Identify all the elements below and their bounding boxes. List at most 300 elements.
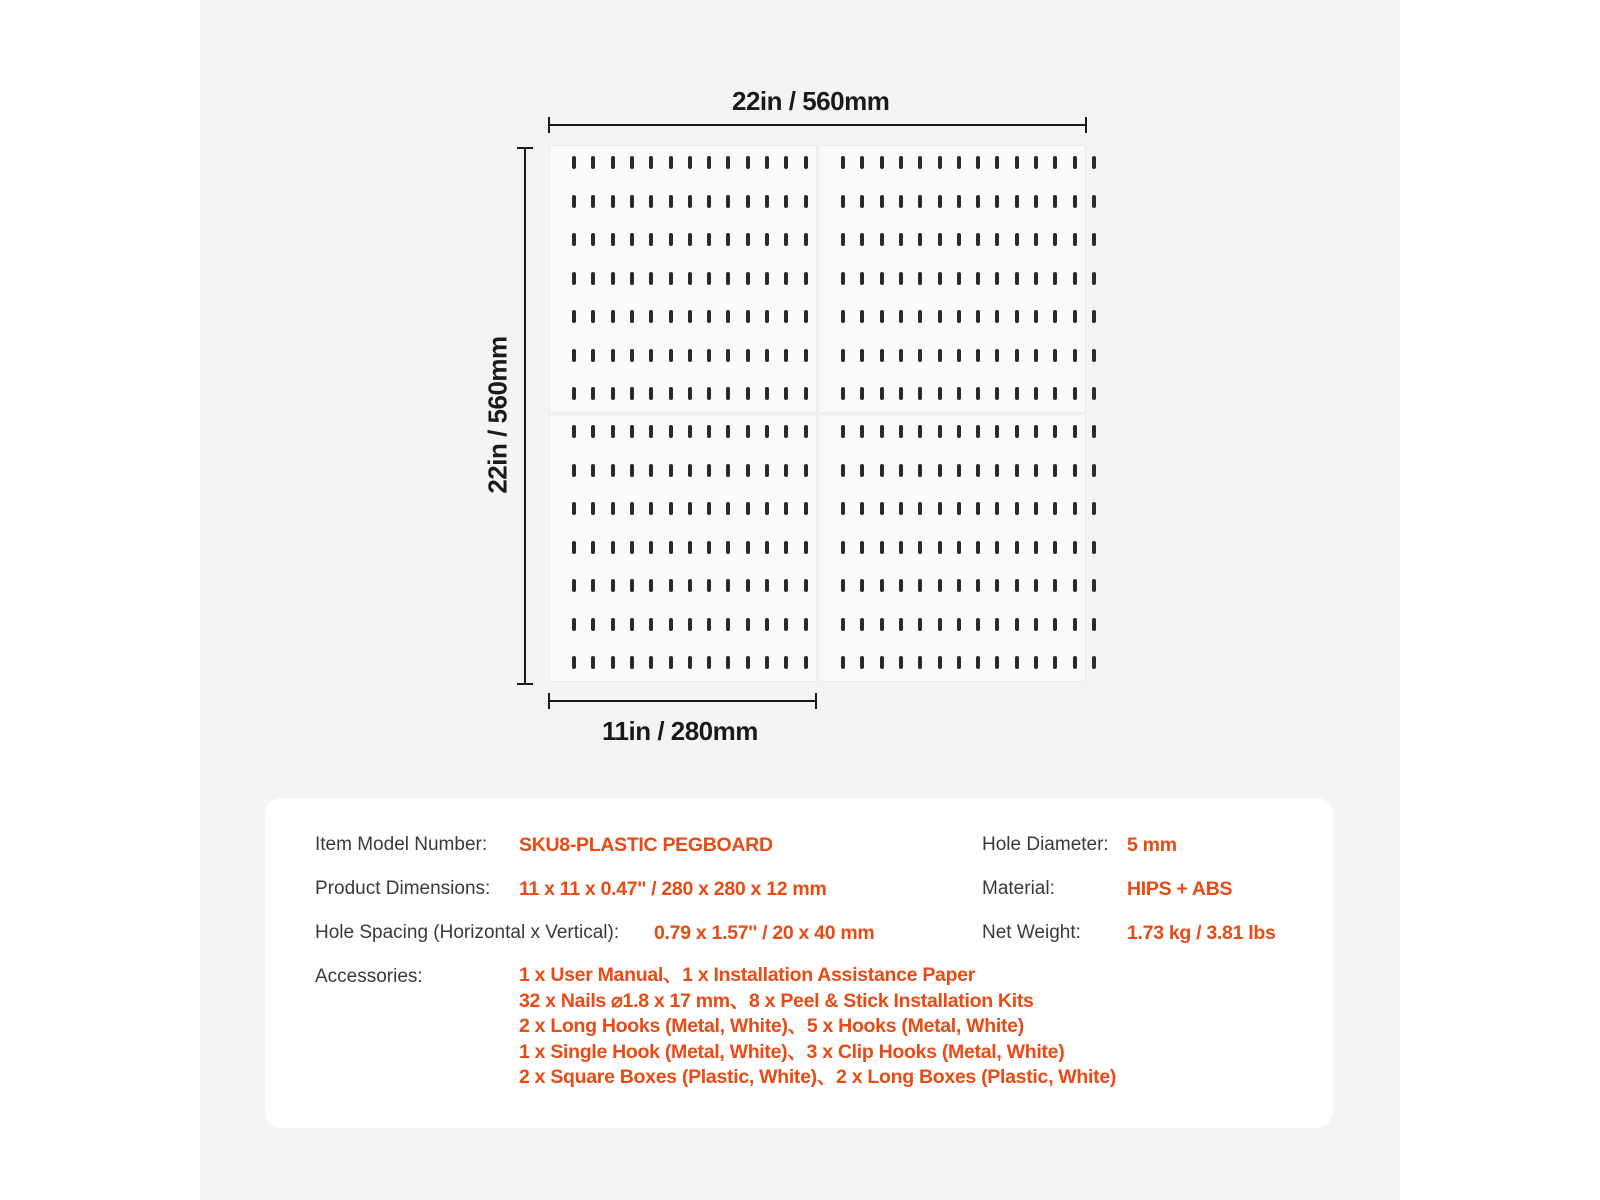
pegboard-hole [957, 541, 961, 554]
pegboard-hole [1034, 272, 1038, 285]
pegboard-hole [746, 464, 750, 477]
top-width-label: 22in / 560mm [732, 86, 890, 116]
pegboard-hole [860, 464, 864, 477]
pegboard-hole [957, 310, 961, 323]
left-height-tick-top [517, 147, 533, 149]
pegboard-hole [726, 310, 730, 323]
pegboard-hole [804, 156, 808, 169]
pegboard-hole [591, 579, 595, 592]
pegboard-panel [549, 414, 817, 682]
pegboard-hole [804, 195, 808, 208]
pegboard-hole [746, 656, 750, 669]
pegboard-hole [957, 656, 961, 669]
pegboard-hole [938, 156, 942, 169]
pegboard-hole [765, 502, 769, 515]
pegboard-hole [630, 502, 634, 515]
bottom-width-line [548, 700, 817, 702]
pegboard-hole [765, 656, 769, 669]
pegboard-hole [688, 310, 692, 323]
accessories-line: 1 x Single Hook (Metal, White)、3 x Clip Hooks (Metal, White) [519, 1040, 1065, 1063]
pegboard-hole [630, 387, 634, 400]
pegboard-hole [572, 387, 576, 400]
pegboard-hole [591, 310, 595, 323]
pegboard-hole [611, 656, 615, 669]
pegboard-hole [1015, 233, 1019, 246]
pegboard-hole [1034, 502, 1038, 515]
pegboard-hole [649, 349, 653, 362]
pegboard-hole [957, 233, 961, 246]
pegboard-hole [938, 233, 942, 246]
pegboard-hole [995, 541, 999, 554]
pegboard-hole [938, 195, 942, 208]
pegboard-hole [1092, 464, 1096, 477]
pegboard-hole [572, 541, 576, 554]
pegboard-hole [746, 618, 750, 631]
pegboard-hole [938, 541, 942, 554]
pegboard-hole [726, 579, 730, 592]
pegboard-hole [841, 387, 845, 400]
pegboard-hole [841, 349, 845, 362]
pegboard-hole [784, 425, 788, 438]
pegboard-hole [918, 579, 922, 592]
pegboard-hole [611, 349, 615, 362]
pegboard-hole [765, 156, 769, 169]
pegboard-hole [630, 233, 634, 246]
pegboard-hole [649, 195, 653, 208]
pegboard-hole [746, 349, 750, 362]
pegboard-hole [688, 349, 692, 362]
pegboard-hole [784, 387, 788, 400]
pegboard-hole [1053, 156, 1057, 169]
pegboard-hole [669, 618, 673, 631]
pegboard-hole [611, 195, 615, 208]
pegboard-hole [938, 272, 942, 285]
pegboard-hole [1073, 464, 1077, 477]
product-dimensions-value: 11 x 11 x 0.47'' / 280 x 280 x 12 mm [519, 878, 827, 900]
pegboard-hole [1073, 541, 1077, 554]
pegboard-hole [707, 349, 711, 362]
pegboard-hole [1092, 349, 1096, 362]
accessories-line: 2 x Square Boxes (Plastic, White)、2 x Long Boxes (Plastic, White) [519, 1066, 1117, 1088]
pegboard-hole [726, 387, 730, 400]
pegboard-hole [880, 156, 884, 169]
pegboard-hole [649, 233, 653, 246]
pegboard-hole [804, 541, 808, 554]
pegboard-hole [746, 541, 750, 554]
pegboard-hole [841, 579, 845, 592]
pegboard-hole [688, 579, 692, 592]
pegboard-hole [995, 233, 999, 246]
accessories-list [519, 963, 1116, 1091]
bottom-width-tick-right [815, 693, 817, 709]
pegboard-hole [1073, 425, 1077, 438]
pegboard-hole [591, 618, 595, 631]
pegboard-hole [649, 502, 653, 515]
pegboard-hole [591, 156, 595, 169]
pegboard-hole [1092, 425, 1096, 438]
pegboard-hole [938, 464, 942, 477]
pegboard-hole [995, 502, 999, 515]
pegboard-hole [804, 425, 808, 438]
pegboard-hole [688, 195, 692, 208]
pegboard-hole [899, 425, 903, 438]
pegboard-hole [880, 233, 884, 246]
pegboard-hole [1034, 464, 1038, 477]
pegboard-hole [765, 618, 769, 631]
pegboard-hole [804, 656, 808, 669]
pegboard-hole [765, 233, 769, 246]
pegboard-hole [669, 464, 673, 477]
pegboard-hole [1015, 349, 1019, 362]
top-width-line [548, 124, 1087, 126]
pegboard-hole [784, 502, 788, 515]
pegboard-hole [591, 349, 595, 362]
pegboard-hole [918, 195, 922, 208]
pegboard-hole [572, 310, 576, 323]
accessories-label: Accessories: [315, 966, 423, 987]
pegboard-hole [841, 502, 845, 515]
pegboard-hole [688, 425, 692, 438]
pegboard-hole [1053, 425, 1057, 438]
pegboard-hole [957, 464, 961, 477]
pegboard-hole [649, 425, 653, 438]
hole-spacing-value: 0.79 x 1.57'' / 20 x 40 mm [654, 922, 875, 944]
pegboard-hole [669, 272, 673, 285]
pegboard-hole [746, 579, 750, 592]
pegboard-hole [572, 195, 576, 208]
pegboard-hole [688, 618, 692, 631]
pegboard-hole [860, 387, 864, 400]
pegboard-hole [938, 387, 942, 400]
pegboard-hole [726, 541, 730, 554]
net-weight-value: 1.73 kg / 3.81 lbs [1127, 922, 1276, 944]
pegboard-hole [899, 464, 903, 477]
pegboard-hole [765, 579, 769, 592]
pegboard-hole [1073, 502, 1077, 515]
pegboard-hole [611, 502, 615, 515]
pegboard-hole [630, 618, 634, 631]
pegboard-hole [611, 541, 615, 554]
pegboard-hole [784, 464, 788, 477]
pegboard-hole [669, 541, 673, 554]
pegboard-hole [1015, 310, 1019, 323]
pegboard-hole [688, 272, 692, 285]
pegboard-hole [630, 656, 634, 669]
pegboard-hole [880, 310, 884, 323]
pegboard-hole [784, 656, 788, 669]
pegboard-hole [1034, 349, 1038, 362]
pegboard-hole [899, 541, 903, 554]
pegboard-hole [765, 195, 769, 208]
pegboard-hole [572, 156, 576, 169]
left-height-line [524, 147, 526, 685]
pegboard-hole [688, 464, 692, 477]
pegboard-hole [804, 618, 808, 631]
pegboard-hole [899, 656, 903, 669]
pegboard-hole [669, 195, 673, 208]
pegboard-hole [1092, 195, 1096, 208]
pegboard-hole [1034, 156, 1038, 169]
pegboard-hole [1034, 541, 1038, 554]
pegboard-hole [938, 618, 942, 631]
pegboard-hole [572, 579, 576, 592]
pegboard-hole [591, 387, 595, 400]
pegboard-hole [1015, 618, 1019, 631]
pegboard-hole [746, 195, 750, 208]
pegboard-hole [572, 349, 576, 362]
pegboard-hole [918, 272, 922, 285]
pegboard-hole [1073, 233, 1077, 246]
pegboard-hole [649, 541, 653, 554]
pegboard-hole [1053, 349, 1057, 362]
pegboard-hole [938, 579, 942, 592]
pegboard-hole [841, 233, 845, 246]
pegboard-hole [591, 502, 595, 515]
accessories-line: 2 x Long Hooks (Metal, White)、5 x Hooks (Metal, White) [519, 1015, 1024, 1037]
product-dimensions-label: Product Dimensions: [315, 878, 491, 899]
pegboard-hole [1073, 310, 1077, 323]
pegboard-hole [591, 464, 595, 477]
pegboard-hole [630, 349, 634, 362]
pegboard-hole [899, 272, 903, 285]
pegboard-hole [860, 156, 864, 169]
pegboard-hole [669, 349, 673, 362]
pegboard-hole [1092, 656, 1096, 669]
pegboard-hole [957, 387, 961, 400]
pegboard-hole [1015, 156, 1019, 169]
pegboard-hole [707, 579, 711, 592]
pegboard-hole [804, 272, 808, 285]
pegboard-hole [784, 541, 788, 554]
pegboard-hole [1053, 233, 1057, 246]
pegboard-hole [957, 579, 961, 592]
pegboard-hole [649, 464, 653, 477]
pegboard-hole [746, 502, 750, 515]
hole-diameter-label: Hole Diameter: [982, 834, 1109, 855]
pegboard-hole [707, 618, 711, 631]
accessories-line: 1 x User Manual、1 x Installation Assistance Paper [519, 964, 976, 986]
pegboard-hole [688, 541, 692, 554]
pegboard-hole [591, 541, 595, 554]
pegboard-hole [1073, 656, 1077, 669]
pegboard-hole [976, 656, 980, 669]
pegboard-hole [918, 387, 922, 400]
pegboard-hole [976, 156, 980, 169]
pegboard-hole [1073, 387, 1077, 400]
pegboard-hole [995, 272, 999, 285]
pegboard-hole [1034, 618, 1038, 631]
pegboard-hole [899, 233, 903, 246]
pegboard-hole [688, 156, 692, 169]
bottom-width-tick-left [548, 693, 550, 709]
pegboard-hole [726, 656, 730, 669]
pegboard-hole [918, 425, 922, 438]
pegboard-panel [549, 145, 817, 413]
pegboard-hole [707, 656, 711, 669]
pegboard-hole [1073, 272, 1077, 285]
pegboard-hole [591, 233, 595, 246]
pegboard-hole [611, 579, 615, 592]
pegboard-hole [957, 425, 961, 438]
pegboard-hole [976, 272, 980, 285]
pegboard-hole [649, 579, 653, 592]
pegboard-hole [611, 425, 615, 438]
pegboard-hole [1073, 195, 1077, 208]
pegboard-panel [818, 145, 1086, 413]
pegboard-hole [784, 310, 788, 323]
pegboard-hole [707, 272, 711, 285]
pegboard-hole [1015, 579, 1019, 592]
pegboard-hole [707, 425, 711, 438]
pegboard-hole [860, 579, 864, 592]
pegboard-hole [918, 233, 922, 246]
pegboard-hole [746, 425, 750, 438]
pegboard-hole [918, 656, 922, 669]
pegboard-hole [841, 425, 845, 438]
pegboard-hole [765, 464, 769, 477]
pegboard-hole [669, 425, 673, 438]
pegboard-hole [669, 656, 673, 669]
pegboard-hole [899, 579, 903, 592]
pegboard-hole [746, 310, 750, 323]
pegboard-hole [860, 272, 864, 285]
pegboard-hole [611, 272, 615, 285]
pegboard-hole [688, 233, 692, 246]
pegboard-hole [726, 156, 730, 169]
pegboard-hole [649, 387, 653, 400]
pegboard-hole [630, 310, 634, 323]
material-label: Material: [982, 878, 1055, 899]
pegboard-hole [957, 156, 961, 169]
pegboard-hole [860, 310, 864, 323]
pegboard-hole [1015, 541, 1019, 554]
pegboard-hole [1092, 233, 1096, 246]
pegboard-hole [1053, 541, 1057, 554]
pegboard-hole [880, 425, 884, 438]
pegboard-hole [804, 502, 808, 515]
pegboard-hole [765, 272, 769, 285]
pegboard-hole [1073, 349, 1077, 362]
item-model-number-label: Item Model Number: [315, 834, 488, 855]
pegboard-hole [649, 618, 653, 631]
pegboard-hole [1015, 464, 1019, 477]
pegboard-hole [860, 195, 864, 208]
pegboard-hole [976, 464, 980, 477]
pegboard-hole [860, 541, 864, 554]
pegboard-hole [1015, 272, 1019, 285]
pegboard-hole [976, 618, 980, 631]
pegboard-hole [918, 502, 922, 515]
pegboard-hole [765, 310, 769, 323]
pegboard-hole [649, 156, 653, 169]
pegboard-hole [995, 618, 999, 631]
material-value: HIPS + ABS [1127, 878, 1233, 900]
pegboard-hole [1053, 195, 1057, 208]
pegboard-hole [649, 272, 653, 285]
item-model-number-value: SKU8-PLASTIC PEGBOARD [519, 834, 773, 856]
pegboard-hole [1073, 156, 1077, 169]
pegboard-hole [976, 425, 980, 438]
left-height-tick-bottom [517, 683, 533, 685]
pegboard-hole [899, 195, 903, 208]
pegboard-hole [572, 425, 576, 438]
pegboard-hole [572, 502, 576, 515]
pegboard-hole [707, 233, 711, 246]
pegboard-hole [976, 310, 980, 323]
pegboard-hole [669, 156, 673, 169]
pegboard-hole [1092, 310, 1096, 323]
pegboard-hole [860, 656, 864, 669]
pegboard-hole [669, 502, 673, 515]
pegboard-hole [880, 349, 884, 362]
pegboard-hole [995, 656, 999, 669]
pegboard-hole [611, 233, 615, 246]
pegboard-hole [784, 156, 788, 169]
pegboard-hole [1073, 579, 1077, 592]
pegboard-hole [1092, 387, 1096, 400]
pegboard-hole [572, 233, 576, 246]
pegboard-hole [630, 464, 634, 477]
pegboard-hole [860, 425, 864, 438]
pegboard-hole [804, 310, 808, 323]
pegboard-hole [976, 233, 980, 246]
pegboard-hole [918, 156, 922, 169]
pegboard-hole [572, 464, 576, 477]
pegboard-hole [899, 387, 903, 400]
pegboard-hole [746, 233, 750, 246]
pegboard-hole [938, 349, 942, 362]
pegboard-hole [1092, 618, 1096, 631]
pegboard-hole [1034, 387, 1038, 400]
pegboard-hole [880, 502, 884, 515]
pegboard-hole [995, 310, 999, 323]
pegboard-hole [784, 579, 788, 592]
pegboard-hole [880, 656, 884, 669]
pegboard-hole [611, 156, 615, 169]
pegboard-hole [707, 541, 711, 554]
pegboard-hole [726, 618, 730, 631]
pegboard-hole [572, 618, 576, 631]
pegboard-hole [995, 195, 999, 208]
pegboard-hole [611, 387, 615, 400]
pegboard-hole [630, 579, 634, 592]
pegboard-hole [1034, 233, 1038, 246]
pegboard-hole [746, 156, 750, 169]
pegboard-hole [630, 541, 634, 554]
pegboard-hole [880, 618, 884, 631]
pegboard-hole [957, 618, 961, 631]
pegboard-hole [726, 464, 730, 477]
pegboard-hole [880, 541, 884, 554]
pegboard-hole [746, 387, 750, 400]
pegboard-hole [649, 310, 653, 323]
pegboard-hole [1092, 272, 1096, 285]
pegboard-hole [918, 464, 922, 477]
pegboard-hole [669, 310, 673, 323]
pegboard-hole [765, 387, 769, 400]
pegboard-hole [976, 349, 980, 362]
pegboard-hole [726, 272, 730, 285]
pegboard-hole [860, 502, 864, 515]
pegboard-hole [630, 272, 634, 285]
pegboard-hole [1053, 618, 1057, 631]
pegboard-hole [1092, 579, 1096, 592]
pegboard-hole [938, 310, 942, 323]
pegboard-hole [707, 310, 711, 323]
pegboard-hole [804, 464, 808, 477]
pegboard-hole [1092, 502, 1096, 515]
spec-card [265, 798, 1333, 1128]
